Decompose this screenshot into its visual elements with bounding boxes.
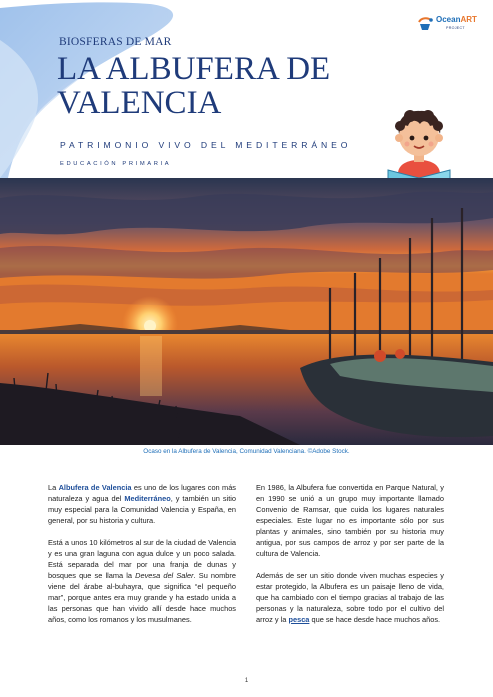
emphasis-devesa: Devesa del Saler [135, 571, 194, 580]
text-span: es uno de los lugares con más naturaleza y agua del [48, 483, 236, 503]
title-line-1: LA ALBUFERA DE [57, 51, 331, 87]
text-column-left [48, 482, 236, 636]
paragraph-left-2 [48, 537, 236, 625]
sunset-lagoon-photo [0, 178, 493, 445]
text-span: Además de ser un sitio donde viven muchas especies y estar protegido, la Albufera es un paisaje lleno de vida, que ha cambiado con el tiempo gracias al trabajo de las personas y la naturaleza, sobre todo por el cultivo del arroz y la [256, 571, 444, 624]
logo-name-ocean: Ocean [436, 15, 461, 24]
text-column-right [256, 482, 444, 636]
title-line-2: VALENCIA [57, 85, 222, 121]
logo-name [436, 15, 477, 24]
ocean-art-logo [417, 14, 479, 36]
series-kicker: BIOSFERAS DE MAR [59, 36, 172, 48]
logo-subtitle: PROJECT [446, 26, 465, 30]
highlight-mediterraneo: Mediterráneo [124, 494, 171, 503]
logo-name-art: ART [460, 15, 477, 24]
text-span: La [48, 483, 59, 492]
page-title [57, 52, 330, 120]
text-span: Está a unos 10 kilómetros al sur de la ciudad de Valencia y es una gran laguna con agua dulce y un poco salada. Está separada del mar por una franja de dunas y bosques que se llama la [48, 538, 236, 580]
pesca-link[interactable]: pesca [288, 615, 310, 624]
photo-caption: Ocaso en la Albufera de Valencia, Comunidad Valenciana. ©Adobe Stock. [143, 448, 350, 455]
page-subtitle: PATRIMONIO VIVO DEL MEDITERRÁNEO [60, 140, 352, 150]
paragraph-right-1: En 1986, la Albufera fue convertida en Parque Natural, y en 1990 se unió a un grupo muy importante llamado Convenio de Ramsar, que cuida los lugares naturales especiales. Este lugar no es importante sólo por sus plantas y animales, sino también por su historia muy antigua, por sus campos de arroz y por ser parte de la cultura de Valencia. [256, 483, 444, 558]
ocean-art-logo-icon [417, 15, 435, 33]
page-number: 1 [244, 678, 249, 684]
paragraph-left-1 [48, 482, 236, 526]
text-span: , y también un sitio muy especial para la Comunidad Valencia y España, en general, por su historia y cultura. [48, 494, 236, 525]
text-span: que se hace desde hace muchos años. [309, 615, 441, 624]
education-level: EDUCACIÓN PRIMARIA [60, 161, 172, 167]
highlight-albufera: Albufera de Valencia [58, 483, 132, 492]
paragraph-right-2 [256, 570, 444, 625]
text-span: . Su nombre viene del árabe al-buhayra, que significa “el pequeño mar”, porque antes era muy grande y ha estado unida a las personas que han vivido allí desde hace muchos años, como los romanos y los musulmanes. [48, 571, 236, 624]
